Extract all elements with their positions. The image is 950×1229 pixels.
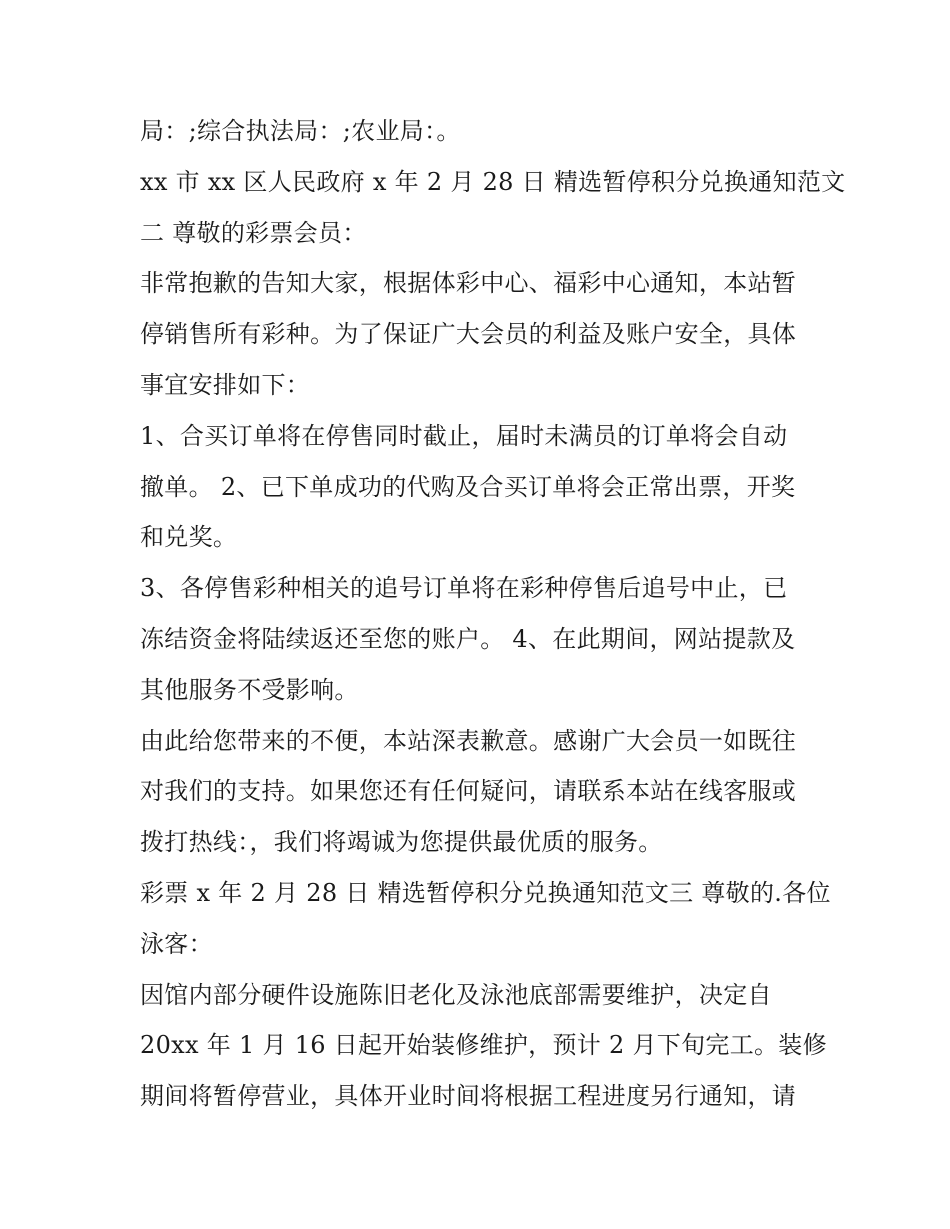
document-body xyxy=(140,106,846,1122)
text-line: 彩票 x 年 2 月 28 日 精选暂停积分兑换通知范文三 尊敬的.各位 xyxy=(140,878,831,907)
text-line: 对我们的支持。如果您还有任何疑问，请联系本站在线客服或 xyxy=(140,777,797,806)
text-line: 1、合买订单将在停售同时截止，届时未满员的订单将会自动 xyxy=(140,421,788,450)
text-line: 二 尊敬的彩票会员： xyxy=(140,218,367,247)
text-line: 20xx 年 1 月 16 日起开始装修维护，预计 2 月下旬完工。装修 xyxy=(140,1031,827,1060)
text-line: 拨打热线：，我们将竭诚为您提供最优质的服务。 xyxy=(140,828,663,857)
text-line: 冻结资金将陆续返还至您的账户。 4、在此期间，网站提款及 xyxy=(140,624,796,653)
text-line: 和兑奖。 xyxy=(140,523,238,552)
text-line: 期间将暂停营业，具体开业时间将根据工程进度另行通知，请 xyxy=(140,1082,797,1111)
text-line: 由此给您带来的不便，本站深表歉意。感谢广大会员一如既往 xyxy=(140,726,797,755)
text-line: 非常抱歉的告知大家，根据体彩中心、福彩中心通知，本站暂 xyxy=(140,269,797,298)
text-line: 事宜安排如下： xyxy=(140,370,311,399)
text-line: 泳客： xyxy=(140,929,213,958)
text-line: 因馆内部分硬件设施陈旧老化及泳池底部需要维护，决定自 xyxy=(140,980,772,1009)
text-line: 撤单。 2、已下单成功的代购及合买订单将会正常出票，开奖 xyxy=(140,472,796,501)
text-line: xx 市 xx 区人民政府 x 年 2 月 28 日 精选暂停积分兑换通知范文 xyxy=(140,167,846,196)
text-line: 3、各停售彩种相关的追号订单将在彩种停售后追号中止，已 xyxy=(140,574,788,603)
text-line: 其他服务不受影响。 xyxy=(140,675,359,704)
text-line: 局：;综合执法局：;农业局：。 xyxy=(140,117,461,145)
text-line: 停销售所有彩种。为了保证广大会员的利益及账户安全，具体 xyxy=(140,320,797,349)
